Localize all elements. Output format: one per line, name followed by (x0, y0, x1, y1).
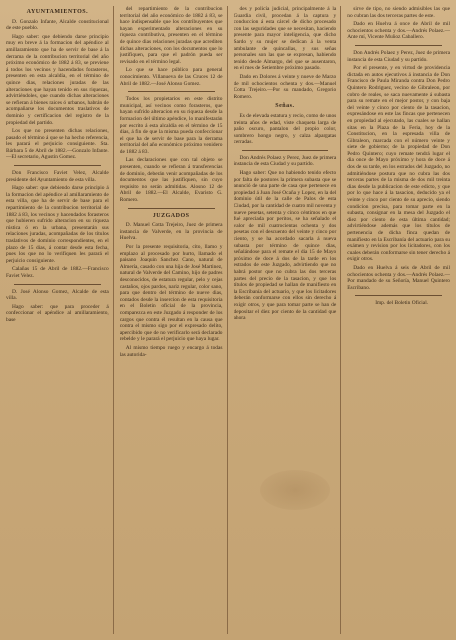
notice-paragraph: Hago saber: que para proceder á confeccionar el apéndice al amillaramiento, base (6, 303, 109, 323)
columns-container (6, 6, 450, 634)
notice-paragraph: Todos los propietarios en este distrito municipal, así vecinos como forasteros, que hayan sufrido alteracion en su riqueza desde la formacion del último apéndice, lo manifestarán por escrito á esta alcaldía en el término de 15 dias, á fin de que la misma pueda confeccionar el que ha de servir de base para la derrama territorial del año económico próximo venidero de 1882 á 83. (119, 96, 223, 155)
notice-paragraph: Dado en Huelva á seis de Abril de mil ochocientos ochenta y dos.—Andrés Polaez.—Por mandado de su Señoría, Manuel Quintero Escribano. (347, 264, 450, 291)
notice-paragraph: Calañas 15 de Abril de 1882.—Francisco Faviet Velez. (6, 266, 109, 279)
notice-paragraph: Los que no presenten dichas relaciones, pasado el término á que se ha hecho referencia, les parará el perjuicio consiguiente. Sta. Bárbara 5 de Abril de 1882.—Gonzalo Infante.—El secretario, Agustin Gomez. (6, 128, 109, 161)
notice-paragraph: Dado en Huelva á once de Abril de mil ochocientos ochenta y dos.—Andrés Polaez.—Ante mí, Vicente Muñoz Caballero. (347, 21, 450, 41)
notice-paragraph: Hago saber: que debiendo darse principio muy en breve á la formacion del apéndice al amillaramiento que ha de servir de base á la derrama de la contribucion territorial del año próximo económico de 1882 á 83, se previene á todos los vecinos y hacendados forasteros, presenten en esta alcaldía, en el término de quince dias, relaciones juradas de las alteraciones que hayan tenido en sus riquezas, advirtiéndoles, que cuando dichas alteraciones se refieran á bienes raices ó urbanos, habrán de acompañarse los documentos traslativos de dominio y certificacion del registro de la propiedad del partido. (6, 33, 109, 126)
section-divider (355, 45, 442, 46)
notice-paragraph: Es de elevada estatura y recio, como de unos treinta años de edad, viste chaqueta larga de paño oscuro, pantalon del propio color, sombrero hongo negro, y calza alpargatas cerradas. (233, 112, 337, 146)
notice-paragraph: D. Gonzalo Infante, Alcalde constitucional de este pueblo. (6, 18, 109, 32)
text-column-3 (234, 6, 342, 634)
notice-paragraph: des y policía judicial, principalmente á la Guardia civil, procedan á la captura y conduccion á esta cárcel de dicho procesado con las seguridades que se necesitan, haciendo presente para mayor inteligencia, que dicho Sardo y su mujer se dedican á la venta ambulante de quincallas, y sus señas personales son las que se expresan, habiendo tenido desde Almargo, del que se ausentaron, en el mes de Setiembre próximo pasado. (233, 6, 337, 72)
notice-paragraph: Las declaraciones que con tal objeto se presenten, cuando se refieran á transferencias de dominio, deberán venir acompañadas de los documentos que las justifiquen, sin cuyo requisito no serán admitidas. Alosno 12 de Abril de 1882.—El Alcalde, Evaristo G. Romero. (119, 157, 223, 204)
notice-paragraph: sirve de tipo, no siendo admisibles las que no cubran las dos terceras partes de este. (347, 6, 450, 19)
section-heading: JUZGADOS (152, 212, 190, 219)
notice-paragraph: Por la presente requisitoria, cito, llamo y emplazo al procesado por hurto, llamado el paisano Joaquin Sanchez Cano, natural de Almería, casado con una hija de José Martinez, natural de Valverde del Camino, hijo de padres desconocidos, de estatura regular, pelo y cejas castaños, ojos pardos, nariz regular, color sano, para que dentro del término de nueve dias, contados desde la insercion de esta requisitoria en el Boletin oficial de la provincia, comparezca en este Juzgado á responder de los cargos que contra él resultan en la causa que contra el mismo sigo por el expresado delito, apercibido que de no verificarlo será declarado rebelde y le parará el perjuicio que haya lugar. (119, 244, 223, 343)
notice-paragraph: Hago saber: Que no habiendo tenido efecto por falta de postores la primera subasta que se anunció de una parte de casa que pertenece en propiedad á Juan José Ocaña y Lopez, en la del dominio útil de la calle de Palos de esta Ciudad, por la cantidad de cuatro mil noventa y nueve pesetas, setenta y cinco céntimos en que fué apreciada por peritos, se ha señalado el valor de mil cuatrocientas ochenta y dos pesetas con el descuento del veinte y cinco por ciento, y se ha acordado sacarla á nueva subasta por término de quince dias, señalándose para el remate el dia 15 de Mayo próximo de doce á dos de la tarde en los estrados de este Juzgado, advirtiendo que no habrá postor que no cubra las dos terceras partes del precio de la tasacion, y que los títulos de propiedad se hallan de manifiesto en la Escribanía del actuario, y que los licitadores deberán conformarse con ellos sin derecho á exigir otros, y que para tomar parte se han de depositar el diez por ciento de la cantidad que ahora (233, 170, 337, 322)
notice-paragraph: Hago saber: que debiendo darse principio á la formacion del apéndice al amillaramiento de esta villa, que ha de servir de base para el repartimiento de la contribucion territorial de 1882 á 83, los vecinos y hacendados forasteros que hubieren sufrido alteracion en su riqueza rústica ó en la urbana, presentarán sus relaciones juradas, acompañadas de los títulos traslativos de dominio correspondientes, en el plazo de 15 dias, á contar desde esta fecha, pues los que no lo verifiquen les parará el perjuicio consiguiente. (6, 185, 109, 264)
notice-paragraph: Dado en Dolores á veinte y nueve de Marzo de mil ochocientos ochenta y dos.—Manuel Cotta Trejeiro.—Por su mandado, Gregorio Romero. (233, 73, 337, 100)
printer-imprint: Imp. del Boletin Oficial. (375, 300, 429, 307)
notice-paragraph: D. José Alonso Gomez, Alcalde de esta villa. (6, 288, 109, 302)
notice-paragraph: Al mismo tiempo ruego y encargo á todas las autorida- (119, 344, 223, 358)
section-divider (242, 150, 329, 151)
section-divider (14, 165, 101, 166)
notice-paragraph: del repartimiento de la contribucion territorial del año económico de 1882 á 83, se hace indispensable que los contribuyentes que hayan experimentado alteraciones en su riqueza contributiva, presenten en el término de quince dias relaciones juradas que acrediten dichas alteraciones, con los documentos que lo justifiquen, para que el padrón pueda ser revisado en el término legal. (119, 6, 223, 65)
text-column-1 (6, 6, 114, 634)
section-heading: AYUNTAMIENTOS. (26, 9, 89, 15)
text-column-2 (120, 6, 228, 634)
section-divider (128, 208, 215, 209)
notice-paragraph: Lo que se hace público para general conocimiento. Villanueva de las Cruces 12 de Abril de 1882.—José Alonso Gomez. (119, 67, 223, 87)
notice-paragraph: Don Francisco Faviet Velez, Alcalde presidente del Ayuntamiento de esta villa. (6, 170, 109, 183)
text-column-4 (347, 6, 450, 634)
section-divider (355, 295, 442, 296)
notice-paragraph: D. Manuel Cotta Trejeiro, Juez de primera instancia de Valverde, en la provincia de Huelva. (119, 222, 223, 242)
notice-paragraph: Don Andrés Polaez y Perez, Juez de primera instancia de esta Ciudad y su partido. (347, 49, 450, 63)
notice-paragraph: Por el presente, y en virtud de providencia dictada en autos ejecutivos á instancia de Don Francisco de Paula Miranda contra Don Pedro Quintero Rodriguez, vecino de Gibraleon, por cobro de reales, se saca nuevamente á subasta para su remate en el mejor postor, y con baja del veinte y cinco por ciento de la tasacion, expresándose en este las fincas que pertenecen en propiedad al ejecutado, las cuales se hallan sitas en la Plaza de la Feria, hoy de la Constitucion, en la espresada villa de Gibraleon, marcada con el número veinte y siete de gobierno; de la propiedad de Don Pedro Quintero; cuyo remate tendrá lugar el dia once de Mayo próximo y hora de doce á dos de su tarde, en los estrados del Juzgado, no admitiéndose postura que no cubra las dos terceras partes de la misma de dos mil treinta dias desde la publicacion de este edicto, y que por lo que hace á la tasacion, deducido ya el veinte y cinco por ciento de su aprecio, siendo condicion precisa, para tomar parte en la subasta, consignar en la mesa del Juzgado el diez por ciento de esta última cantidad; advirtiéndose además que los títulos de pertenencia de dicha finca quedan de manifiesto en la Escribanía del actuario para su exámen y revision por los licitadores, con los cuales deberán conformarse sin tener derecho á exigir otros. (347, 65, 450, 263)
notice-paragraph: Don Andrés Polaez y Perez, Juez de primera instancia de esta Ciudad y su partido. (233, 154, 337, 168)
section-divider (128, 91, 215, 92)
section-divider (14, 284, 101, 285)
section-heading: Señas. (275, 103, 295, 110)
